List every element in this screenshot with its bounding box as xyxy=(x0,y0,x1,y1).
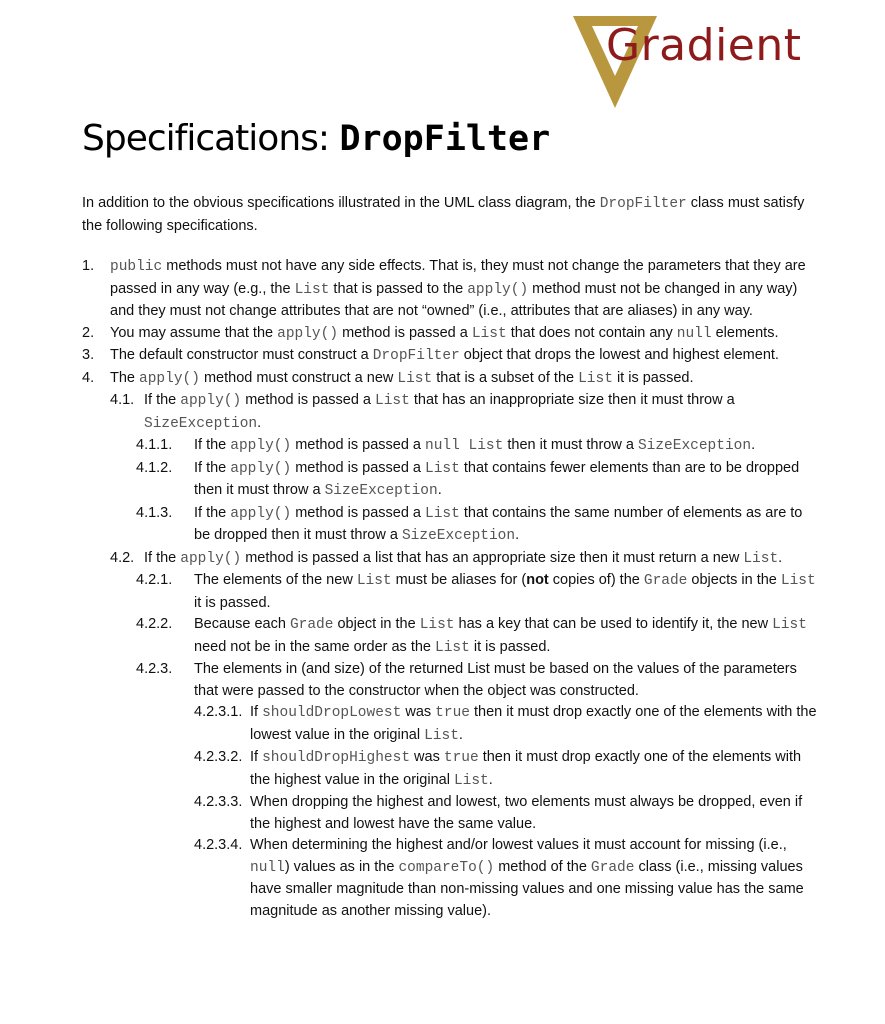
item-text xyxy=(250,747,822,792)
text-span: objects in the xyxy=(687,572,781,588)
code-span: null xyxy=(676,325,712,342)
code-span: DropFilter xyxy=(372,348,460,364)
text-span: . xyxy=(257,414,262,431)
text-span: that is a subset of the xyxy=(432,369,579,386)
text-span: that has an inappropriate size then it must throw a xyxy=(409,392,735,408)
code-span: List xyxy=(425,460,460,477)
text-span: method must construct a new xyxy=(199,369,398,386)
list-item xyxy=(82,368,822,391)
text-span: If the xyxy=(194,437,231,453)
gradient-logo xyxy=(570,14,820,114)
item-text xyxy=(194,570,822,614)
list-item xyxy=(82,390,822,435)
text-span: . xyxy=(751,437,756,453)
text-span: then it must drop exactly one of the elements with the highest value in the original xyxy=(250,749,802,788)
text-span: class (i.e., missing values have smaller magnitude than non-missing values and one missing value has the same magnitude as another missing value). xyxy=(250,858,804,919)
code-span: List xyxy=(435,639,470,656)
list-item xyxy=(82,835,822,922)
code-span: List xyxy=(780,573,816,589)
text-span: it is passed. xyxy=(469,638,551,655)
list-item xyxy=(82,503,822,548)
text-span: was xyxy=(401,704,436,720)
text-span: must be aliases for ( xyxy=(391,572,527,588)
text-span: method is passed a list that has an appropriate size then it must return a new xyxy=(241,549,744,566)
text-span: . xyxy=(778,549,783,566)
item-number: 3. xyxy=(82,347,95,363)
text-span: If the xyxy=(194,459,231,476)
text-span: If the xyxy=(144,392,181,408)
item-text xyxy=(144,390,822,435)
page-title xyxy=(82,118,550,159)
code-span: apply() xyxy=(230,438,292,454)
code-span: true xyxy=(443,750,479,766)
text-span: Because each xyxy=(194,616,290,632)
code-span: SizeException xyxy=(637,438,752,454)
text-span: When determining the highest and/or lowest values it must account for missing (i.e., xyxy=(250,837,787,853)
code-span: List xyxy=(397,370,433,387)
code-span: List xyxy=(471,325,507,342)
code-span: true xyxy=(435,705,470,721)
intro-text: In addition to the obvious specifications illustrated in the UML class diagram, the xyxy=(82,195,600,211)
item-number: 4.2.3. xyxy=(136,661,173,677)
text-span: object that drops the lowest and highest element. xyxy=(459,347,779,363)
intro-code: DropFilter xyxy=(599,196,687,212)
item-text xyxy=(110,345,822,368)
list-item xyxy=(82,792,822,835)
text-span: method is passed a xyxy=(291,459,426,476)
code-span: shouldDropHighest xyxy=(262,750,411,766)
item-number: 4.1.2. xyxy=(136,459,173,476)
text-span: then it must throw a xyxy=(503,437,638,453)
text-span: elements. xyxy=(711,324,779,341)
item-number: 2. xyxy=(82,324,95,341)
code-span: SizeException xyxy=(324,483,438,499)
text-span: copies of) the xyxy=(548,572,644,588)
code-span: shouldDropLowest xyxy=(262,705,402,721)
code-span: compareTo() xyxy=(398,859,495,876)
text-span: method of the xyxy=(494,858,591,875)
code-span: apply() xyxy=(180,393,242,409)
item-text xyxy=(110,323,822,346)
text-span: The elements of the new xyxy=(194,572,357,588)
list-item xyxy=(82,256,822,323)
item-number: 4.1.1. xyxy=(136,437,173,453)
item-text xyxy=(194,435,822,458)
text-span: . xyxy=(515,527,520,543)
text-span: that does not contain any xyxy=(506,324,677,341)
item-number: 4.2.3.3. xyxy=(194,794,243,810)
code-span: null xyxy=(250,859,285,876)
item-text xyxy=(144,548,822,571)
intro-text: class must satisfy the following specifications. xyxy=(82,195,805,234)
list-item xyxy=(82,345,822,368)
intro-paragraph xyxy=(82,192,812,237)
list-item xyxy=(82,659,822,702)
list-item xyxy=(82,323,822,346)
code-span: null List xyxy=(425,438,504,454)
item-text: The elements in (and size) of the returned List must be based on the values of the parameters that were passed to the constructor when the object was constructed. xyxy=(194,661,797,699)
list-item xyxy=(82,747,822,792)
code-span: SizeException xyxy=(144,415,258,432)
code-span: List xyxy=(356,573,392,589)
item-number: 4.2. xyxy=(110,549,135,566)
code-span: List xyxy=(425,505,460,522)
item-number: 4.2.3.2. xyxy=(194,749,243,765)
text-span: . xyxy=(488,771,493,788)
item-number: 4.2.2. xyxy=(136,616,173,632)
specification-list xyxy=(82,256,822,922)
text-span: it is passed. xyxy=(612,369,694,386)
title-class-name: DropFilter xyxy=(339,119,551,159)
logo-text: Gradient xyxy=(606,20,802,71)
item-number: 4.1. xyxy=(110,392,135,408)
code-span: SizeException xyxy=(401,528,516,544)
item-text xyxy=(250,835,822,922)
text-span: The default constructor must construct a xyxy=(110,347,373,363)
list-item xyxy=(82,614,822,659)
text-span: that contains the same number of elements as are to be dropped then it must throw a xyxy=(194,504,803,543)
bold-span: not xyxy=(526,572,549,588)
code-span: List xyxy=(419,617,455,633)
list-item xyxy=(82,435,822,458)
text-span: If the xyxy=(144,549,181,566)
item-text xyxy=(194,503,822,548)
code-span: List xyxy=(424,727,459,744)
code-span: Grade xyxy=(289,617,334,633)
item-number: 4.2.3.4. xyxy=(194,837,243,853)
list-item xyxy=(82,548,822,571)
item-number: 4.1.3. xyxy=(136,504,173,521)
text-span: If xyxy=(250,749,263,765)
text-span: method must not be changed in any way) and they must not change attributes that are not “owned” (i.e., attributes that are aliases) in any way. xyxy=(110,280,798,319)
code-span: List xyxy=(453,772,489,789)
code-span: Grade xyxy=(643,573,688,589)
text-span: then it must drop exactly one of the elements with the lowest value in the original xyxy=(250,704,817,743)
item-number: 4.2.3.1. xyxy=(194,704,243,720)
code-span: public xyxy=(110,259,163,275)
code-span: apply() xyxy=(139,370,200,387)
text-span: has a key that can be used to identify it, the new xyxy=(454,616,773,632)
item-text xyxy=(110,368,822,391)
code-span: apply() xyxy=(277,325,339,342)
text-span: If xyxy=(250,704,263,720)
code-span: List xyxy=(375,393,410,409)
item-number: 4. xyxy=(82,369,95,386)
text-span: method is passed a xyxy=(241,392,376,408)
code-span: apply() xyxy=(180,550,242,567)
code-span: List xyxy=(294,281,330,298)
code-span: List xyxy=(743,550,779,567)
item-number: 4.2.1. xyxy=(136,572,173,588)
text-span: object in the xyxy=(333,616,420,632)
text-span: that contains fewer elements than are to be dropped then it must throw a xyxy=(194,459,800,498)
item-number: 1. xyxy=(82,258,95,274)
text-span: . xyxy=(458,726,463,743)
item-text xyxy=(194,458,822,503)
code-span: List xyxy=(578,370,613,387)
list-item xyxy=(82,702,822,747)
item-text: When dropping the highest and lowest, two elements must always be dropped, even if the highest and lowest have the same value. xyxy=(250,794,803,832)
code-span: Grade xyxy=(590,859,635,876)
text-span: If the xyxy=(194,504,231,521)
text-span: was xyxy=(410,749,444,765)
code-span: apply() xyxy=(467,281,529,298)
text-span: ) values as in the xyxy=(284,858,399,875)
text-span: You may assume that the xyxy=(110,324,278,341)
text-span: that is passed to the xyxy=(329,280,468,297)
text-span: The xyxy=(110,369,140,386)
code-span: apply() xyxy=(230,460,292,477)
text-span: method is passed a xyxy=(338,324,472,341)
text-span: method is passed a xyxy=(291,504,426,521)
text-span: . xyxy=(437,482,442,498)
title-prefix: Specifications: xyxy=(82,118,340,159)
text-span: method is passed a xyxy=(291,437,426,453)
item-text xyxy=(250,702,822,747)
list-item xyxy=(82,458,822,503)
text-span: it is passed. xyxy=(194,594,271,611)
list-item xyxy=(82,570,822,614)
text-span: need not be in the same order as the xyxy=(194,638,436,655)
code-span: List xyxy=(772,617,807,633)
text-span: methods must not have any side effects. That is, they must not change the parameters that they are passed in any way (e.g., the xyxy=(110,258,806,297)
code-span: apply() xyxy=(230,505,292,522)
item-text xyxy=(110,256,822,323)
item-text xyxy=(194,614,822,659)
